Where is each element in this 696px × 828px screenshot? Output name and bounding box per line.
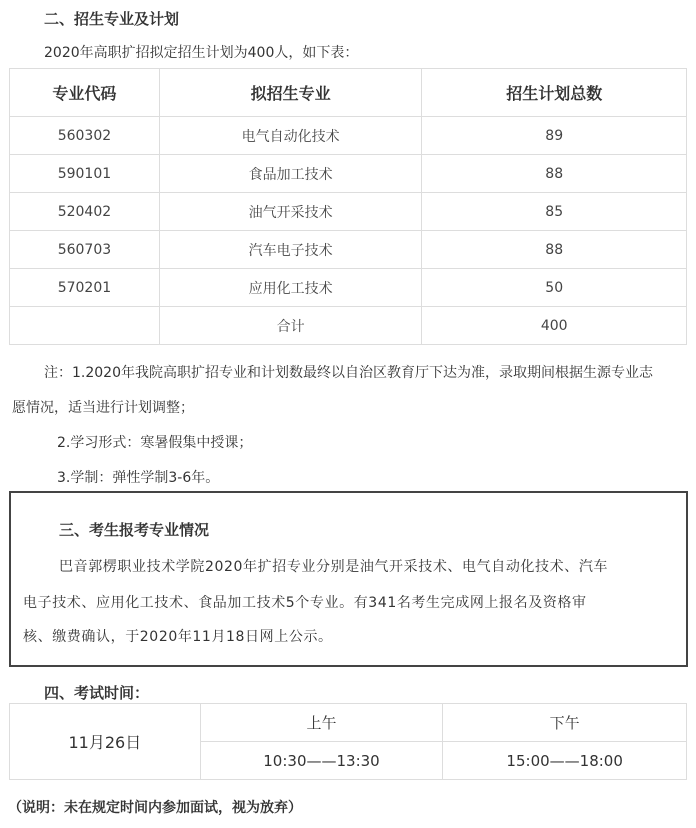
section2-intro: 2020年高职扩招拟定招生计划为400人，如下表：	[44, 45, 359, 61]
total-value: 400	[422, 307, 687, 345]
plan-table	[9, 68, 687, 345]
cell-major: 汽车电子技术	[159, 231, 422, 269]
morning-label: 上午	[200, 704, 443, 742]
cell-total: 88	[422, 231, 687, 269]
header-total: 招生计划总数	[422, 69, 687, 117]
cell-total: 89	[422, 117, 687, 155]
section3-line-2: 电子技术、应用化工技术、食品加工技术5个专业。有341名考生完成网上报名及资格审	[23, 595, 587, 611]
section2-title: 二、招生专业及计划	[44, 10, 180, 28]
section3-title: 三、考生报考专业情况	[59, 521, 210, 539]
table-row	[10, 231, 687, 269]
cell-empty	[10, 307, 160, 345]
morning-time: 10:30——13:30	[200, 742, 443, 780]
afternoon-time: 15:00——18:00	[443, 742, 687, 780]
cell-major: 应用化工技术	[159, 269, 422, 307]
header-major: 拟招生专业	[159, 69, 422, 117]
section4-title: 四、考试时间：	[44, 684, 150, 702]
total-label: 合计	[159, 307, 422, 345]
cell-major: 食品加工技术	[159, 155, 422, 193]
cell-code: 560302	[10, 117, 160, 155]
header-code: 专业代码	[10, 69, 160, 117]
exam-date: 11月26日	[10, 704, 201, 780]
table-total-row	[10, 307, 687, 345]
afternoon-label: 下午	[443, 704, 687, 742]
table-row	[10, 269, 687, 307]
cell-major: 电气自动化技术	[159, 117, 422, 155]
exam-time-table	[9, 703, 687, 780]
cell-major: 油气开采技术	[159, 193, 422, 231]
table-row	[10, 117, 687, 155]
table-row	[10, 193, 687, 231]
table-row	[10, 155, 687, 193]
plan-table-header	[10, 69, 687, 117]
section3-line-1: 巴音郭楞职业技术学院2020年扩招专业分别是油气开采技术、电气自动化技术、汽车	[59, 559, 609, 575]
cell-total: 50	[422, 269, 687, 307]
section3-line-3: 核、缴费确认，于2020年11月18日网上公示。	[23, 629, 333, 645]
section3-box	[9, 491, 688, 667]
cell-code: 520402	[10, 193, 160, 231]
remark: （说明：未在规定时间内参加面试，视为放弃）	[8, 800, 302, 816]
cell-code: 560703	[10, 231, 160, 269]
cell-code: 570201	[10, 269, 160, 307]
note-1-line-1: 注：1.2020年我院高职扩招专业和计划数最终以自治区教育厅下达为准，录取期间根据生源专业志	[44, 365, 653, 381]
table-row	[10, 704, 687, 742]
cell-total: 88	[422, 155, 687, 193]
note-3: 3.学制：弹性学制3-6年。	[57, 470, 220, 486]
note-1-line-2: 愿情况，适当进行计划调整；	[12, 400, 194, 416]
cell-code: 590101	[10, 155, 160, 193]
cell-total: 85	[422, 193, 687, 231]
note-2: 2.学习形式：寒暑假集中授课；	[57, 435, 253, 451]
